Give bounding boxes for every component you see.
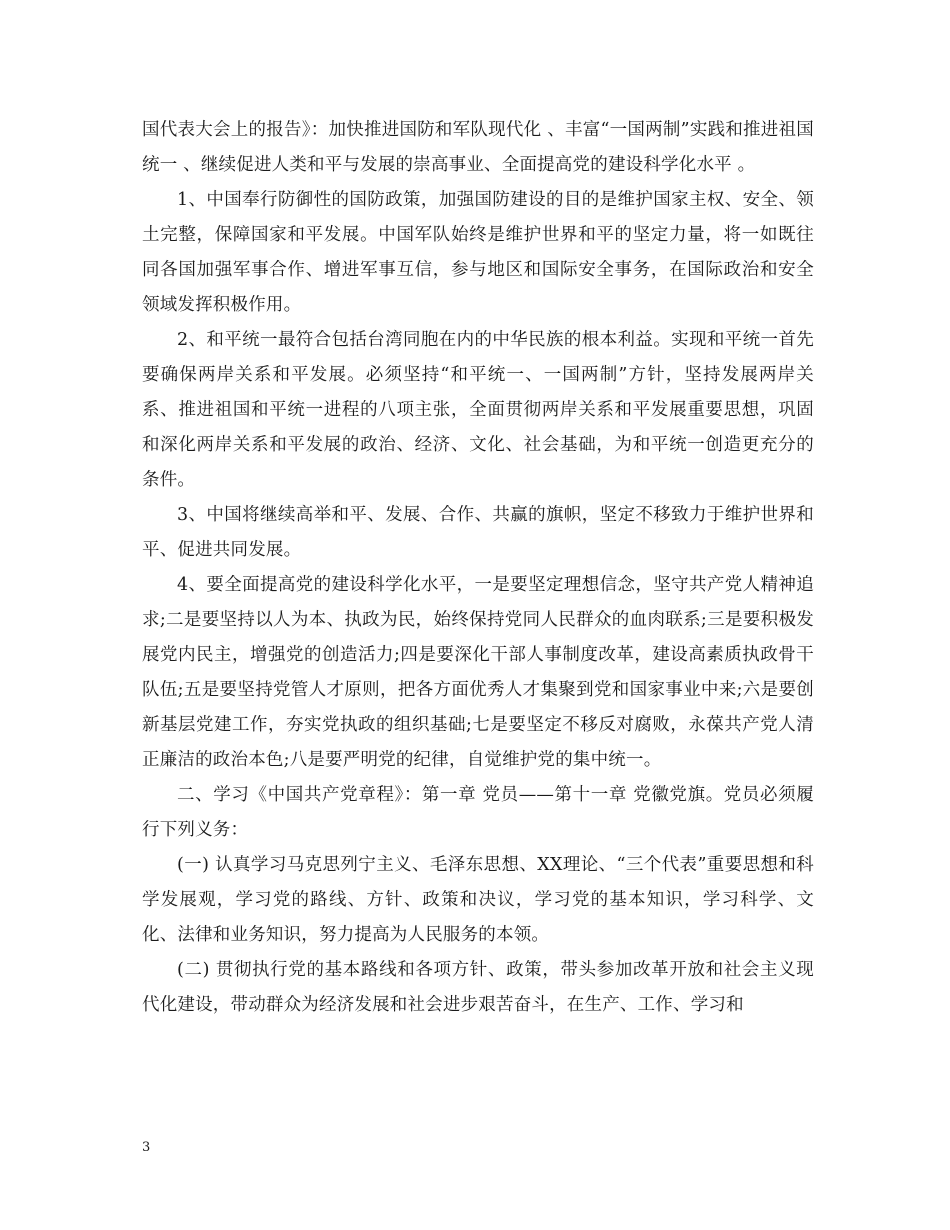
paragraph-item-1: 1、中国奉行防御性的国防政策，加强国防建设的目的是维护国家主权、安全、领土完整，保障国家和平发展。中国军队始终是维护世界和平的坚定力量，将一如既往同各国加强军事合作、增进军事互信，参与地区和国际安全事务，在国际政治和安全领域发挥积极作用。 bbox=[142, 190, 814, 315]
paragraph-item-3: 3、中国将继续高举和平、发展、合作、共赢的旗帜，坚定不移致力于维护世界和平、促进共同发展。 bbox=[142, 505, 814, 560]
paragraph-item-4: 4、要全面提高党的建设科学化水平，一是要坚定理想信念，坚守共产党人精神追求;二是要坚持以人为本、执政为民，始终保持党同人民群众的血肉联系;三是要积极发展党内民主，增强党的创造活力;四是要深化干部人事制度改革，建设高素质执政骨干队伍;五是要坚持党管人才原则，把各方面优秀人才集聚到党和国家事业中来;六是要创新基层党建工作，夯实党执政的组织基础;七是要坚定不移反对腐败，永葆共产党人清正廉洁的政治本色;八是要严明党的纪律，自觉维护党的集中统一。 bbox=[142, 575, 814, 770]
paragraph-duty-1: (一) 认真学习马克思列宁主义、毛泽东思想、XX理论、“三个代表”重要思想和科学发展观，学习党的路线、方针、政策和决议，学习党的基本知识，学习科学、文化、法律和业务知识，努力提高为人民服务的本领。 bbox=[142, 855, 814, 945]
paragraph-section-2: 二、学习《中国共产党章程》：第一章 党员——第十一章 党徽党旗。党员必须履行下列义务： bbox=[142, 785, 814, 840]
paragraph-continuation: 国代表大会上的报告》：加快推进国防和军队现代化 、丰富“一国两制”实践和推进祖国统一 、继续促进人类和平与发展的崇高事业、全面提高党的建设科学化水平 。 bbox=[142, 120, 814, 175]
paragraph-duty-2: (二) 贯彻执行党的基本路线和各项方针、政策，带头参加改革开放和社会主义现代化建设，带动群众为经济发展和社会进步艰苦奋斗，在生产、工作、学习和 bbox=[142, 960, 814, 1015]
paragraph-item-2: 2、和平统一最符合包括台湾同胞在内的中华民族的根本利益。实现和平统一首先要确保两岸关系和平发展。必须坚持“和平统一、一国两制”方针，坚持发展两岸关系、推进祖国和平统一进程的八项主张，全面贯彻两岸关系和平发展重要思想，巩固和深化两岸关系和平发展的政治、经济、文化、社会基础，为和平统一创造更充分的条件。 bbox=[142, 330, 814, 490]
document-body bbox=[142, 113, 814, 1023]
page-number: 3 bbox=[142, 1140, 151, 1155]
